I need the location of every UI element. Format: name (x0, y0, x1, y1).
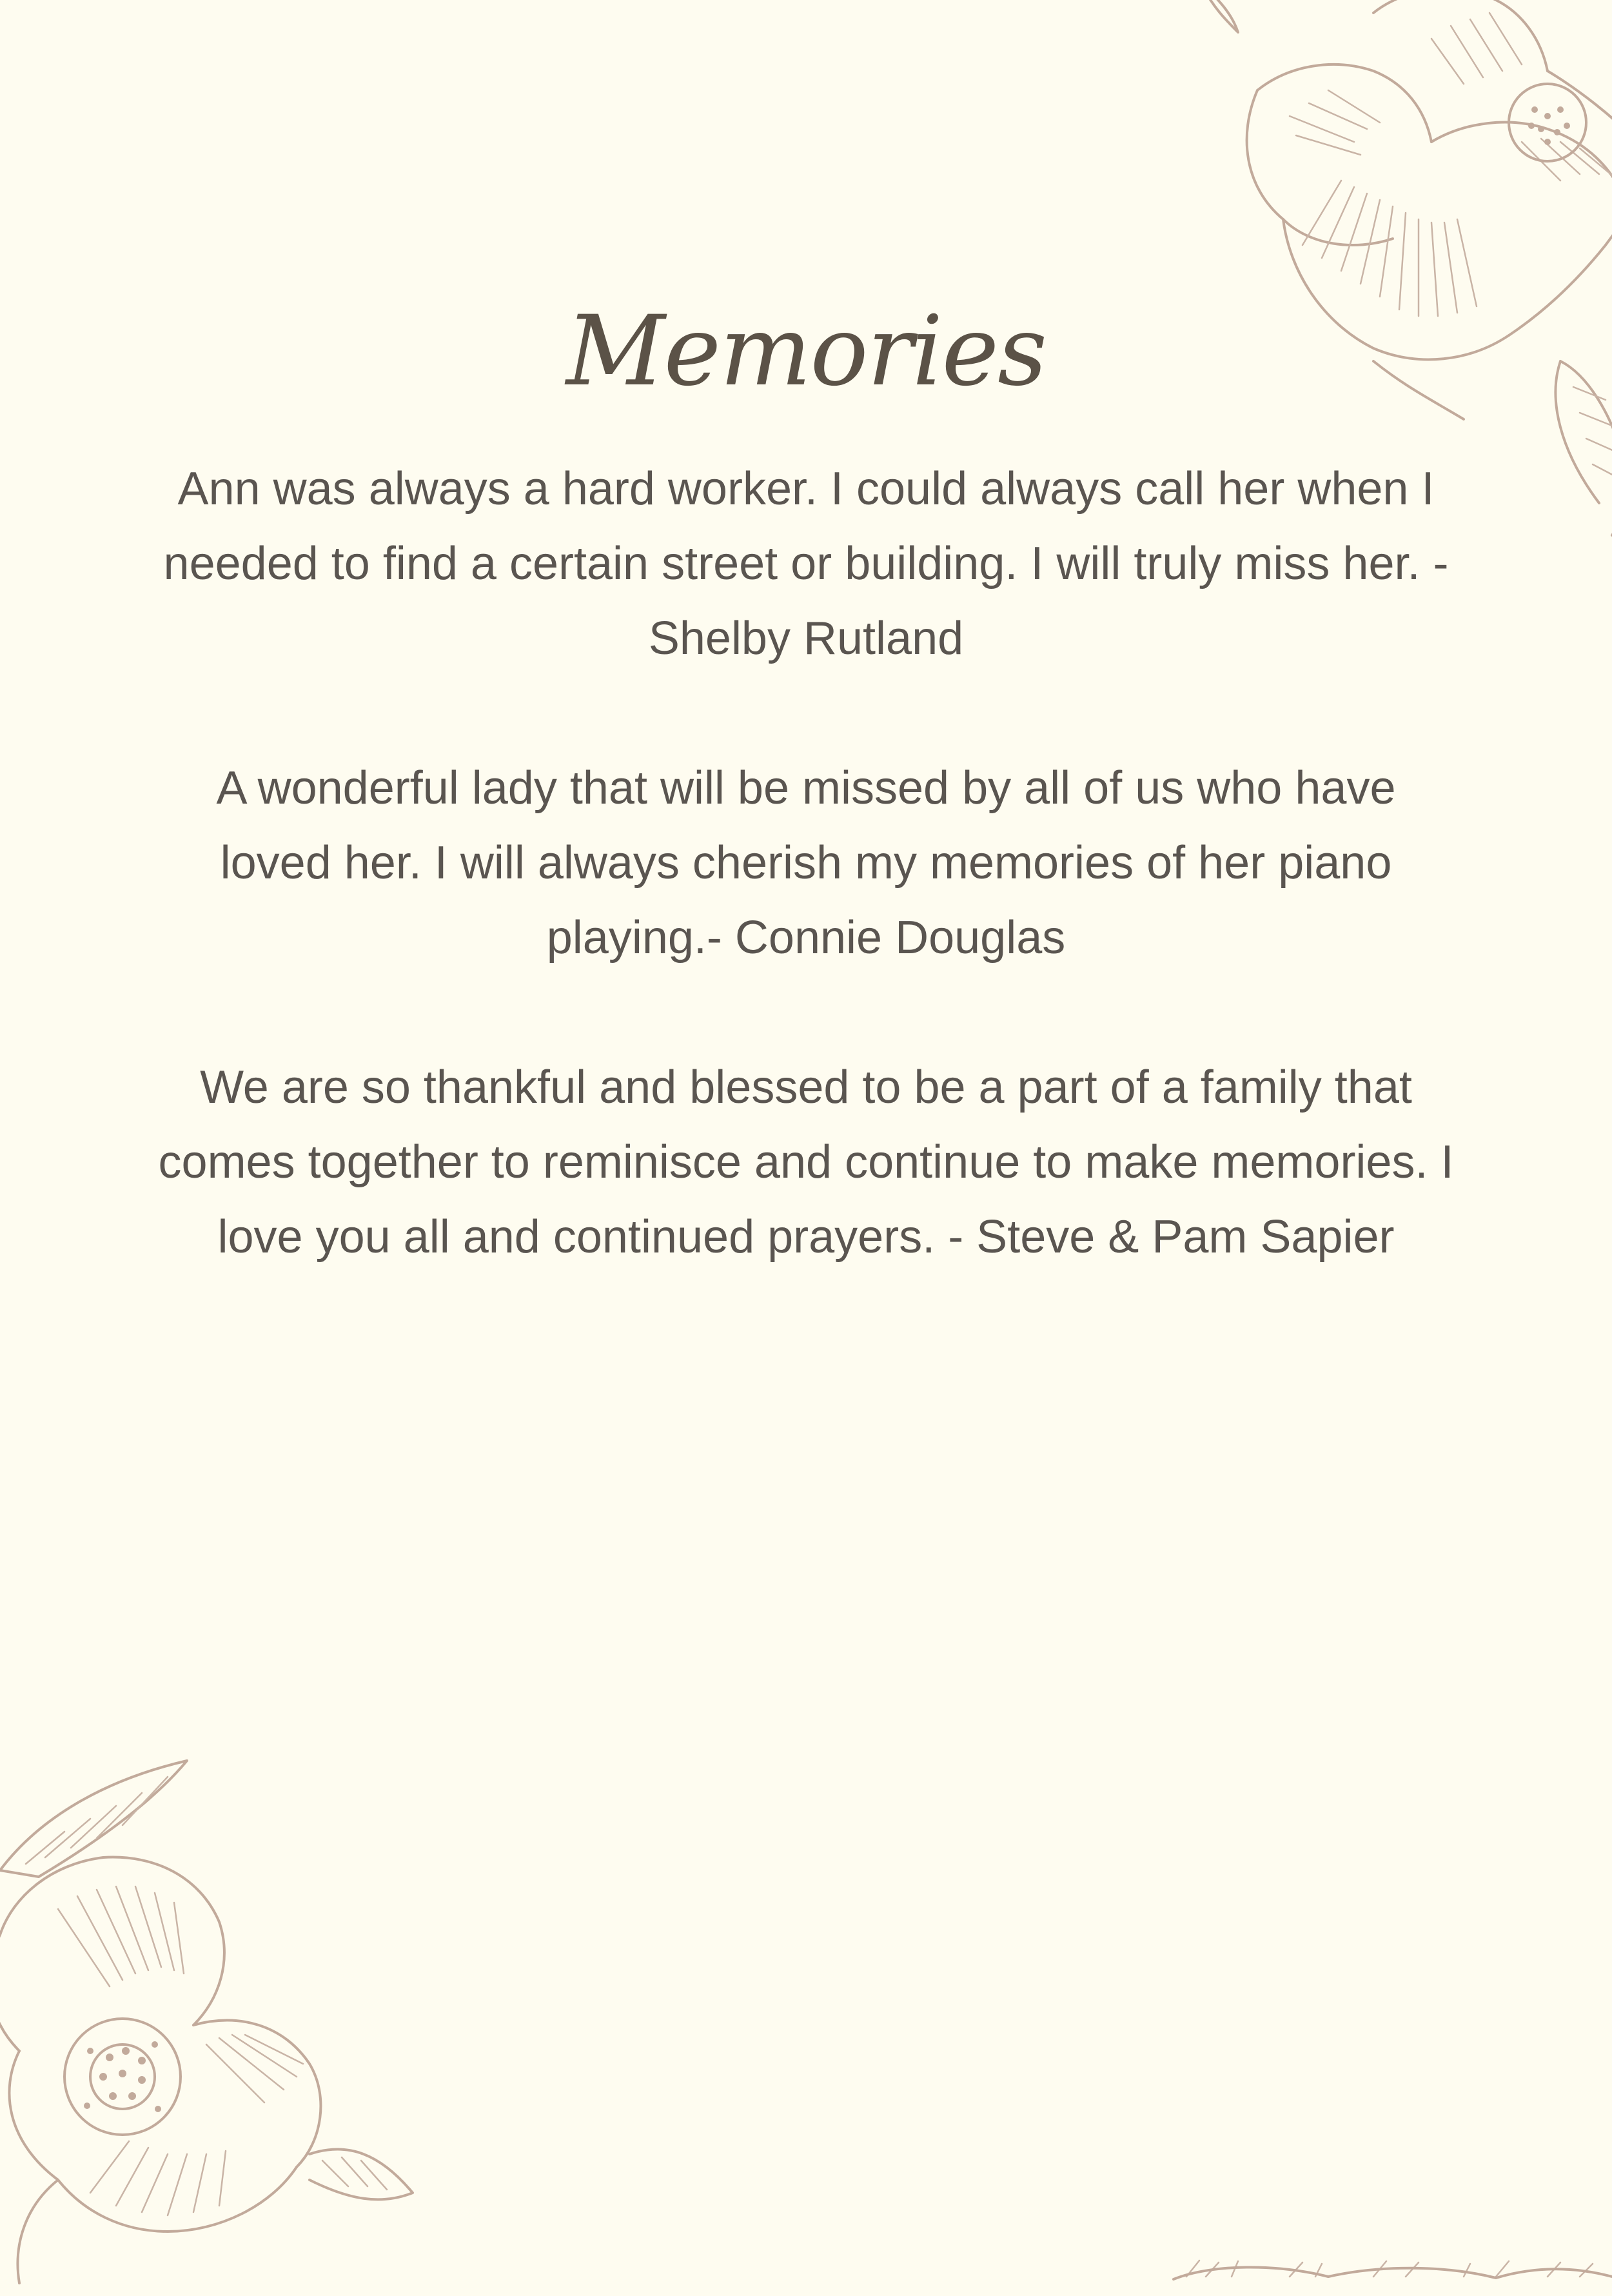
flower-bottom-right-icon (1161, 2257, 1612, 2281)
memory-entry-3: We are so thankful and blessed to be a part of a family that comes together to reminisce and continue to make memories. I love you all and continued prayers. - Steve & Pam Sapier (158, 1062, 1454, 1263)
flower-illustration-bottom-left (0, 1741, 451, 2296)
flower-illustration-bottom-right (1161, 2257, 1612, 2281)
flower-bottom-left-icon (0, 1741, 451, 2296)
memory-entry-2: A wonderful lady that will be missed by all of us who have loved her. I will always cherish my memories of her piano playing.- Connie Douglas (216, 762, 1396, 964)
page-title: Memories (565, 295, 1047, 408)
memory-entry-1: Ann was always a hard worker. I could always call her when I needed to find a certain street or building. I will truly miss her. - Shelby Rutland (163, 463, 1449, 664)
memories-list (155, 451, 1457, 1349)
